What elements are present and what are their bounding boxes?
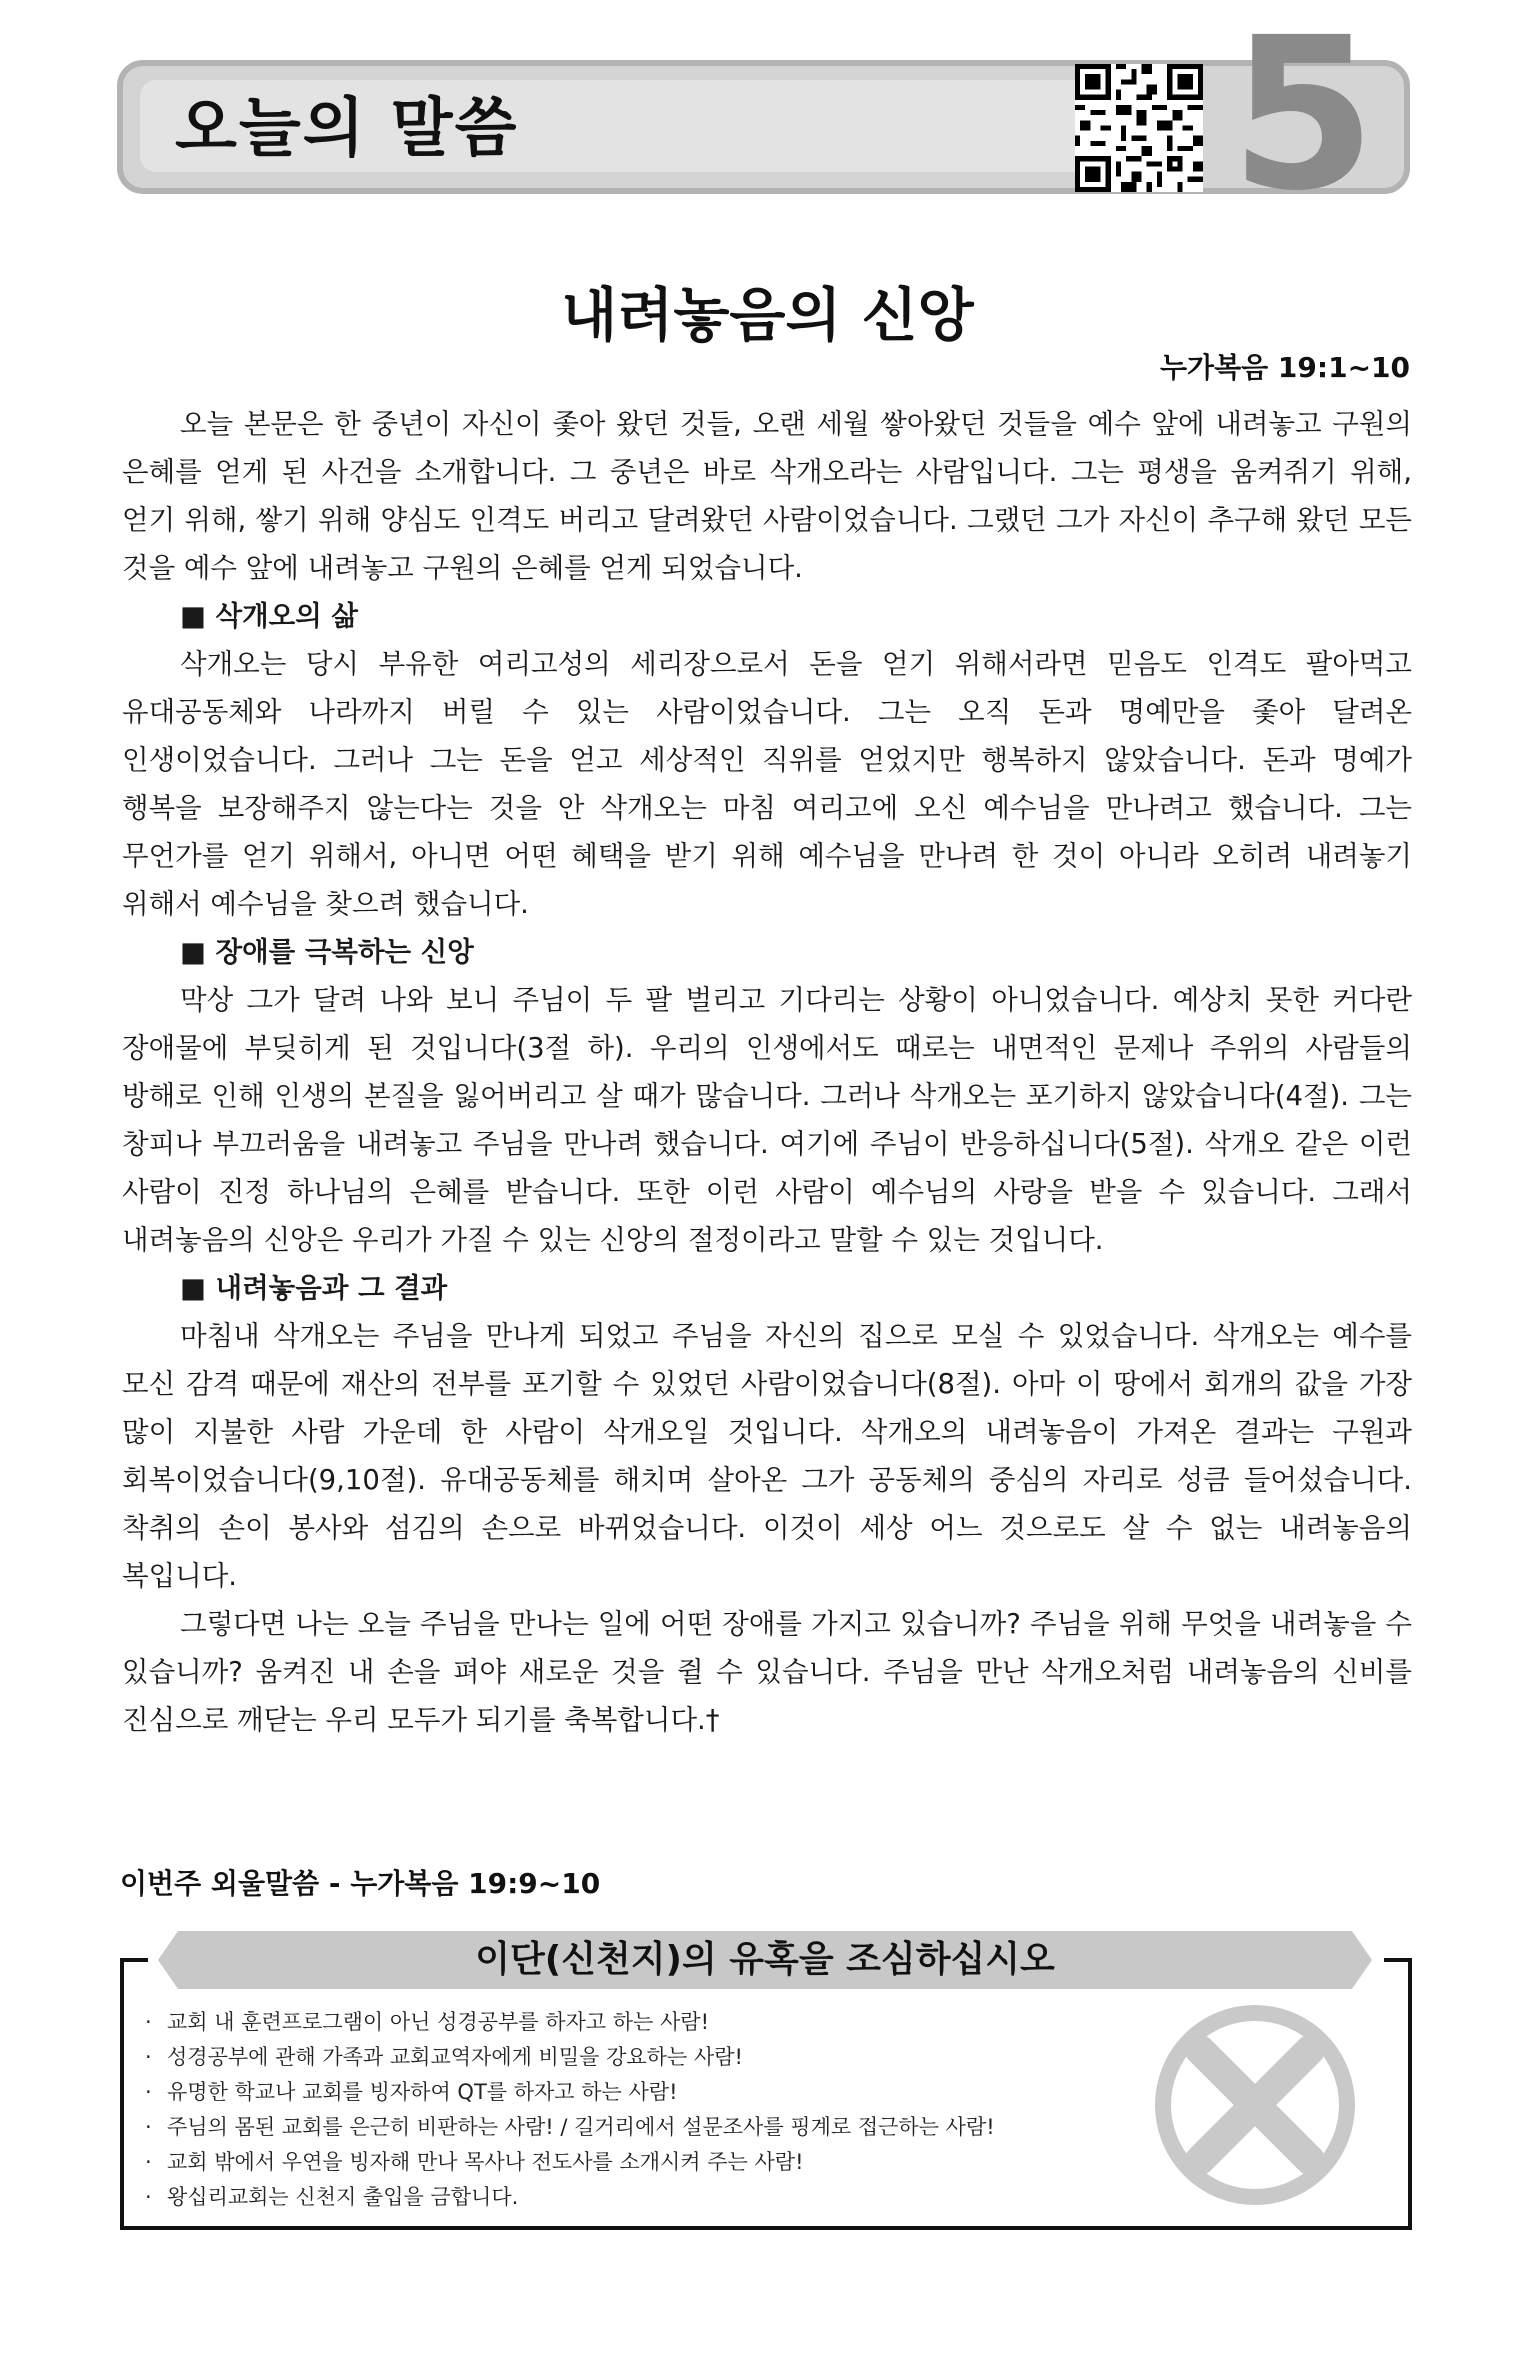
list-item: · 유명한 학교나 교회를 빙자하여 QT를 하자고 하는 사람! <box>145 2075 995 2110</box>
list-item: · 왕십리교회는 신천지 출입을 금합니다. <box>145 2180 995 2215</box>
section-heading: ■ 삭개오의 삶 <box>180 600 358 632</box>
warning-box-corner <box>120 1958 148 1962</box>
section-paragraph: 삭개오는 당시 부유한 여리고성의 세리장으로서 돈을 얻기 위해서라면 믿음도 인격도 팔아먹고 유대공동체와 나라까지 버릴 수 있는 사람이었습니다. 그는 오직 돈과 명예만을 좇아 달려온 인생이었습니다. 그러나 그는 돈을 얻고 세상적인 직위를 얻었지만 행복하지 않았습니다. 돈과 명예가 행복을 보장해주지 않는다는 것을 안 삭개오는 마침 여리고에 오신 예수님을 만나려고 했습니다. 그는 무언가를 얻기 위해서, 아니면 어떤 혜택을 받기 위해 예수님을 만나려 한 것이 아니라 오히려 내려놓기 위해서 예수님을 찾으려 했습니다. <box>122 648 1412 920</box>
list-item: · 교회 내 훈련프로그램이 아닌 성경공부를 하자고 하는 사람! <box>145 2005 995 2040</box>
intro-paragraph: 오늘 본문은 한 중년이 자신이 좇아 왔던 것들, 오랜 세월 쌓아왔던 것들을 예수 앞에 내려놓고 구원의 은혜를 얻게 된 사건을 소개합니다. 그 중년은 바로 삭개오라는 사람입니다. 그는 평생을 움켜쥐기 위해, 얻기 위해, 쌓기 위해 양심도 인격도 버리고 달려왔던 사람이었습니다. 그랬던 그가 자신이 추구해 왔던 모든 것을 예수 앞에 내려놓고 구원의 은혜를 얻게 되었습니다. <box>122 408 1412 584</box>
sermon-body <box>122 400 1412 1744</box>
warning-title: 이단(신천지)의 유혹을 조심하십시오 <box>475 1939 1055 1980</box>
section-paragraph: 막상 그가 달려 나와 보니 주님이 두 팔 벌리고 기다리는 상황이 아니었습니다. 예상치 못한 커다란 장애물에 부딪히게 된 것입니다(3절 하). 우리의 인생에서도 때로는 내면적인 문제나 주위의 사람들의 방해로 인해 인생의 본질을 잃어버리고 살 때가 많습니다. 그러나 삭개오는 포기하지 않았습니다(4절). 그는 창피나 부끄러움을 내려놓고 주님을 만나려 했습니다. 여기에 주님이 반응하십니다(5절). 삭개오 같은 이런 사람이 진정 하나님의 은혜를 받습니다. 또한 이런 사람이 예수님의 사랑을 받을 수 있습니다. 그래서 내려놓음의 신앙은 우리가 가질 수 있는 신앙의 절정이라고 말할 수 있는 것입니다. <box>122 984 1412 1256</box>
warning-list <box>145 2005 995 2215</box>
section-title: 오늘의 말씀 <box>175 92 519 166</box>
closing-paragraph: 그렇다면 나는 오늘 주님을 만나는 일에 어떤 장애를 가지고 있습니까? 주님을 위해 무엇을 내려놓을 수 있습니까? 움켜진 내 손을 펴야 새로운 것을 쥘 수 있습니다. 주님을 만난 삭개오처럼 내려놓음의 신비를 진심으로 깨닫는 우리 모두가 되기를 축복합니다.† <box>122 1608 1412 1736</box>
scripture-reference: 누가복음 19:1~10 <box>1159 351 1410 384</box>
sermon-title: 내려놓음의 신앙 <box>561 280 974 349</box>
list-item: · 교회 밖에서 우연을 빙자해 만나 목사나 전도사를 소개시켜 주는 사람! <box>145 2145 995 2180</box>
list-item: · 성경공부에 관해 가족과 교회교역자에게 비밀을 강요하는 사람! <box>145 2040 995 2075</box>
list-item: · 주님의 몸된 교회를 은근히 비판하는 사람! / 길거리에서 설문조사를 핑계로 접근하는 사람! <box>145 2110 995 2145</box>
prohibition-icon <box>1150 2000 1360 2210</box>
section-paragraph: 마침내 삭개오는 주님을 만나게 되었고 주님을 자신의 집으로 모실 수 있었습니다. 삭개오는 예수를 모신 감격 때문에 재산의 전부를 포기할 수 있었던 사람이었습니다(8절). 아마 이 땅에서 회개의 값을 가장 많이 지불한 사람 가운데 한 사람이 삭개오일 것입니다. 삭개오의 내려놓음이 가져온 결과는 구원과 회복이었습니다(9,10절). 유대공동체를 해치며 살아온 그가 공동체의 중심의 자리로 성큼 들어섰습니다. 착취의 손이 봉사와 섬김의 손으로 바뀌었습니다. 이것이 세상 어느 것으로도 살 수 없는 내려놓음의 복입니다. <box>122 1320 1412 1592</box>
section-heading: ■ 내려놓음과 그 결과 <box>180 1272 448 1304</box>
page-number: 5 <box>1230 0 1373 237</box>
warning-box-corner <box>1384 1958 1412 1962</box>
memory-verse: 이번주 외울말씀 - 누가복음 19:9~10 <box>120 1867 601 1900</box>
section-heading: ■ 장애를 극복하는 신앙 <box>180 936 474 968</box>
qr-code-icon[interactable] <box>1075 64 1203 192</box>
